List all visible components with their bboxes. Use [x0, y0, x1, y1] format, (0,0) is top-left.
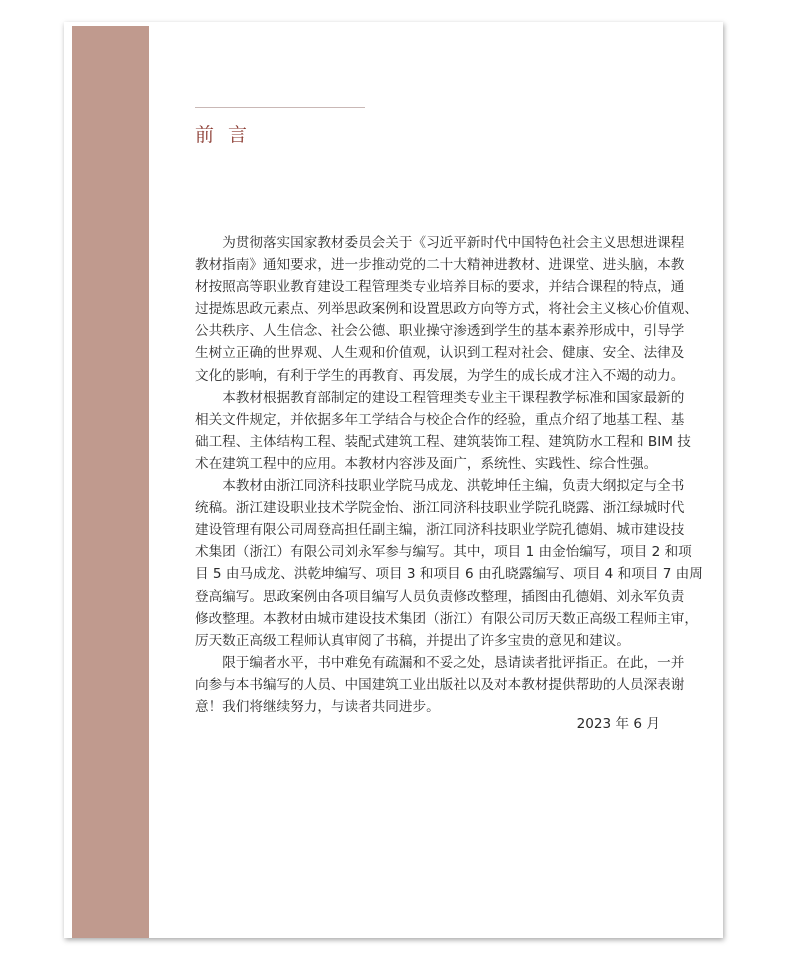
paragraph: [195, 652, 685, 718]
text-line: 厉天数正高级工程师认真审阅了书稿，并提出了许多宝贵的意见和建议。: [195, 632, 630, 649]
paragraph: [195, 387, 691, 475]
title-divider: [195, 107, 365, 108]
text-line: 目 5 由马成龙、洪乾坤编写、项目 3 和项目 6 由孔晓露编写、项目 4 和项目 7 由周: [195, 566, 703, 583]
text-line: 公共秩序、人生信念、社会公德、职业操守渗透到学生的基本素养形成中，引导学: [195, 323, 685, 340]
text-line: 过提炼思政元素点、列举思政案例和设置思政方向等方式，将社会主义核心价值观、: [195, 301, 698, 318]
text-line: 为贯彻落实国家教材委员会关于《习近平新时代中国特色社会主义思想进课程: [222, 235, 685, 251]
text-line: 术在建筑工程中的应用。本教材内容涉及面广，系统性、实践性、综合性强。: [195, 455, 658, 472]
paragraph: [195, 232, 698, 387]
text-line: 础工程、主体结构工程、装配式建筑工程、建筑装饰工程、建筑防水工程和 BIM 技: [195, 433, 691, 450]
text-line: 生树立正确的世界观、人生观和价值观，认识到工程对社会、健康、安全、法律及: [195, 345, 685, 362]
text-line: 修改整理。本教材由城市建设技术集团（浙江）有限公司厉天数正高级工程师主审，: [195, 610, 698, 627]
text-line: 建设管理有限公司周登高担任副主编，浙江同济科技职业学院孔德娟、城市建设技: [195, 522, 685, 539]
text-line: 术集团（浙江）有限公司刘永军参与编写。其中，项目 1 由金怡编写，项目 2 和项: [195, 544, 692, 561]
text-line: 文化的影响，有利于学生的再教育、再发展，为学生的成长成才注入不竭的动力。: [195, 367, 685, 384]
text-line: 本教材根据教育部制定的建设工程管理类专业主干课程教学标准和国家最新的: [222, 389, 685, 406]
paragraph: [195, 475, 703, 652]
document-page: [64, 22, 723, 938]
date-signature: 2023 年 6 月: [576, 716, 660, 732]
text-line: 登高编写。思政案例由各项目编写人员负责修改整理，插图由孔德娟、刘永军负责: [195, 588, 685, 605]
page-title: 前言: [195, 124, 262, 146]
text-line: 教材指南》通知要求，进一步推动党的二十大精神进教材、进课堂、进头脑，本教: [195, 257, 685, 274]
preface-body: [195, 232, 703, 718]
text-line: 统稿。浙江建设职业技术学院金怡、浙江同济科技职业学院孔晓露、浙江绿城时代: [195, 500, 685, 517]
text-line: 相关文件规定，并依据多年工学结合与校企合作的经验，重点介绍了地基工程、基: [195, 411, 685, 428]
text-line: 材按照高等职业教育建设工程管理类专业培养目标的要求，并结合课程的特点，通: [195, 279, 685, 296]
text-line: 意！我们将继续努力，与读者共同进步。: [195, 698, 440, 715]
decorative-side-band: [72, 26, 149, 938]
text-line: 向参与本书编写的人员、中国建筑工业出版社以及对本教材提供帮助的人员深表谢: [195, 676, 685, 693]
text-line: 限于编者水平，书中难免有疏漏和不妥之处，恳请读者批评指正。在此，一并: [222, 654, 685, 671]
text-line: 本教材由浙江同济科技职业学院马成龙、洪乾坤任主编，负责大纲拟定与全书: [222, 478, 685, 495]
